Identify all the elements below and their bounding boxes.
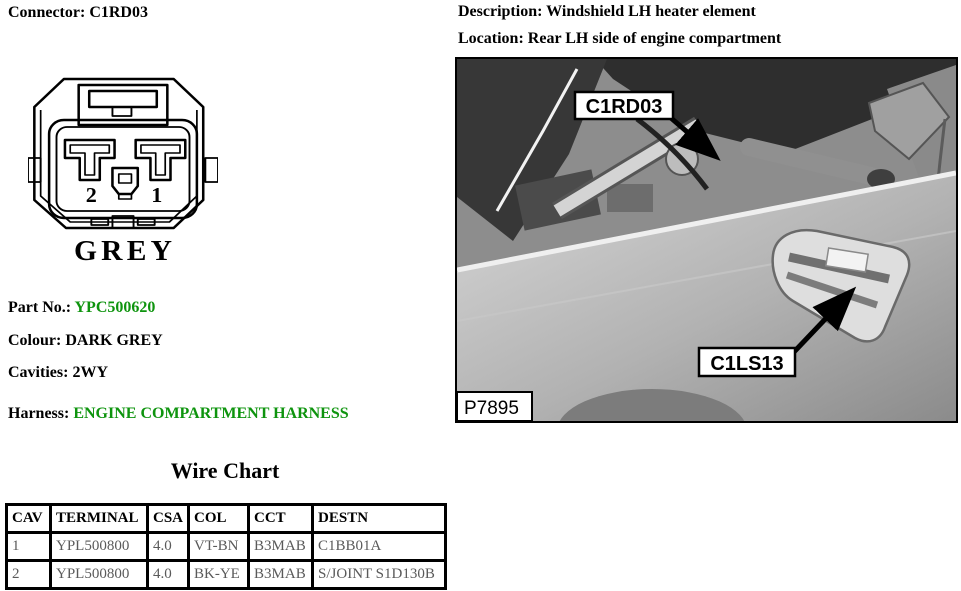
side-tab-right xyxy=(205,158,218,182)
table-cell: B3MAB xyxy=(249,561,313,589)
harness-value: ENGINE COMPARTMENT HARNESS xyxy=(73,405,349,422)
table-cell: BK-YE xyxy=(189,561,249,589)
colour-value: DARK GREY xyxy=(65,332,163,349)
table-cell: 2 xyxy=(7,561,51,589)
location-photo-illustration xyxy=(457,59,956,421)
part-no-label: Part No.: xyxy=(8,299,72,316)
wire-chart-column-header: CAV xyxy=(7,505,51,533)
table-cell: S/JOINT S1D130B xyxy=(313,561,446,589)
table-row xyxy=(7,533,446,561)
keyway xyxy=(112,168,137,194)
wire-chart-body xyxy=(7,533,446,589)
table-cell: YPL500800 xyxy=(51,533,148,561)
location-line xyxy=(458,30,781,48)
wire-chart-table xyxy=(5,503,447,590)
part-no-line xyxy=(8,299,155,317)
table-cell: 1 xyxy=(7,533,51,561)
harness-label: Harness: xyxy=(8,405,70,422)
wire-chart-column-header: DESTN xyxy=(313,505,446,533)
colour-line xyxy=(8,332,163,350)
wire-chart-title: Wire Chart xyxy=(170,458,280,483)
cavity-2-inner xyxy=(70,145,109,175)
bracket-shape xyxy=(607,184,653,212)
harness-line xyxy=(8,405,349,423)
connector-face-drawing xyxy=(28,70,218,270)
part-no-value: YPC500620 xyxy=(74,299,156,316)
housing-colour-label: GREY xyxy=(74,235,177,267)
table-cell: YPL500800 xyxy=(51,561,148,589)
cavities-line xyxy=(8,364,108,382)
callout-label-c1rd03: C1RD03 xyxy=(585,96,663,118)
figure-id-label: P7895 xyxy=(464,398,519,419)
wire-chart-column-header: COL xyxy=(189,505,249,533)
wire-chart-column-header: CCT xyxy=(249,505,313,533)
location-photo xyxy=(455,57,958,423)
table-cell: 4.0 xyxy=(148,561,189,589)
cavities-value: 2WY xyxy=(72,364,108,381)
table-row xyxy=(7,561,446,589)
table-cell: VT-BN xyxy=(189,533,249,561)
latch-tab xyxy=(112,107,131,116)
cavities-label: Cavities: xyxy=(8,364,69,381)
connector-id-value: C1RD03 xyxy=(89,4,148,21)
connector-id-label: Connector: xyxy=(8,4,86,21)
wire-chart-column-header: CSA xyxy=(148,505,189,533)
connector-face-diagram xyxy=(28,70,218,270)
keyway-inner xyxy=(119,174,132,183)
callout-label-c1ls13: C1LS13 xyxy=(710,353,784,375)
pin-1-label: 1 xyxy=(151,183,163,207)
pin-2-label: 2 xyxy=(85,183,97,207)
location-label: Location: xyxy=(458,30,524,47)
wire-chart-column-header: TERMINAL xyxy=(51,505,148,533)
description-label: Description: xyxy=(458,3,543,20)
wire-chart-header-row xyxy=(7,505,446,533)
cavity-1-inner xyxy=(141,145,180,175)
latch-inner xyxy=(89,91,157,107)
cavity-2 xyxy=(65,140,115,180)
connector-id-line xyxy=(8,4,148,22)
colour-label: Colour: xyxy=(8,332,62,349)
cavity-1 xyxy=(136,140,186,180)
table-cell: 4.0 xyxy=(148,533,189,561)
description-line xyxy=(458,3,756,21)
location-value: Rear LH side of engine compartment xyxy=(527,30,782,47)
table-cell: B3MAB xyxy=(249,533,313,561)
description-value: Windshield LH heater element xyxy=(546,3,756,20)
table-cell: C1BB01A xyxy=(313,533,446,561)
